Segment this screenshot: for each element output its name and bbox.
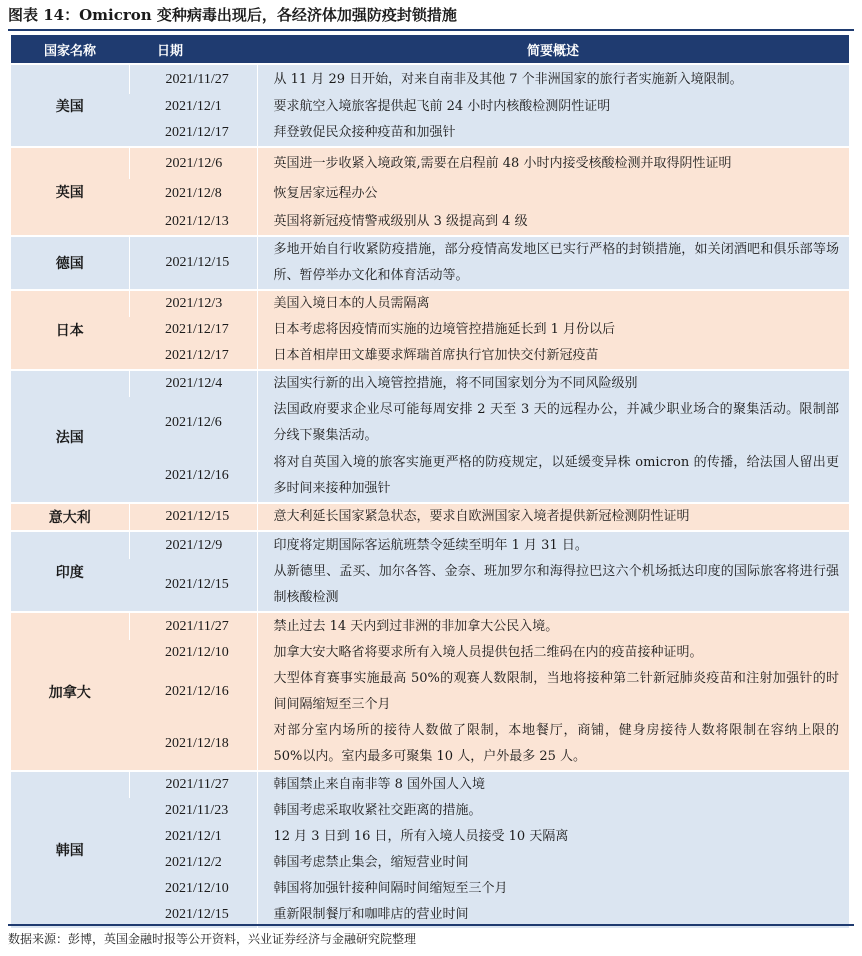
date-cell: 2021/12/8 (129, 179, 257, 209)
summary-cell: 加拿大安大略省将要求所有入境人员提供包括二维码在内的疫苗接种证明。 (257, 640, 849, 666)
summary-cell: 韩国禁止来自南非等 8 国外国人入境 (257, 771, 849, 798)
date-cell: 2021/12/6 (129, 397, 257, 449)
summary-cell: 日本首相岸田文雄要求辉瑞首席执行官加快交付新冠疫苗 (257, 343, 849, 370)
header-summary: 简要概述 (257, 35, 849, 64)
summary-cell: 印度将定期国际客运航班禁令延续至明年 1 月 31 日。 (257, 531, 849, 559)
table-row (11, 120, 849, 147)
summary-cell: 拜登敦促民众接种疫苗和加强针 (257, 120, 849, 147)
date-cell: 2021/12/17 (129, 120, 257, 147)
date-cell: 2021/12/15 (129, 902, 257, 928)
summary-cell: 对部分室内场所的接待人数做了限制，本地餐厅，商铺，健身房接待人数将限制在容纳上限的 50%以内。室内最多可聚集 10 人，户外最多 25 人。 (257, 718, 849, 771)
summary-cell: 美国入境日本的人员需隔离 (257, 290, 849, 317)
table-row (11, 236, 849, 290)
table-row (11, 666, 849, 718)
summary-cell: 韩国将加强针接种间隔时间缩短至三个月 (257, 876, 849, 902)
summary-cell: 韩国考虑禁止集会，缩短营业时间 (257, 850, 849, 876)
date-cell: 2021/12/13 (129, 209, 257, 236)
country-cell: 印度 (11, 531, 129, 612)
date-cell: 2021/12/15 (129, 503, 257, 531)
table-row (11, 771, 849, 798)
summary-cell: 恢复居家远程办公 (257, 179, 849, 209)
table-row (11, 94, 849, 120)
country-cell: 日本 (11, 290, 129, 370)
table-row (11, 850, 849, 876)
header-country: 国家名称 (11, 35, 129, 64)
summary-cell: 从 11 月 29 日开始，对来自南非及其他 7 个非洲国家的旅行者实施新入境限制。 (257, 64, 849, 94)
table-row (11, 147, 849, 179)
date-cell: 2021/11/27 (129, 64, 257, 94)
date-cell: 2021/12/16 (129, 666, 257, 718)
country-cell: 意大利 (11, 503, 129, 531)
header-date: 日期 (129, 35, 257, 64)
country-cell: 英国 (11, 147, 129, 236)
date-cell: 2021/12/10 (129, 876, 257, 902)
date-cell: 2021/12/18 (129, 718, 257, 771)
country-cell: 韩国 (11, 771, 129, 928)
date-cell: 2021/11/23 (129, 798, 257, 824)
summary-cell: 日本考虑将因疫情而实施的边境管控措施延长到 1 月份以后 (257, 317, 849, 343)
date-cell: 2021/12/3 (129, 290, 257, 317)
table-row (11, 64, 849, 94)
table-row (11, 531, 849, 559)
summary-cell: 将对自英国入境的旅客实施更严格的防疫规定，以延缓变异株 omicron 的传播，给法国人留出更多时间来接种加强针 (257, 449, 849, 503)
summary-cell: 意大利延长国家紧急状态，要求自欧洲国家入境者提供新冠检测阴性证明 (257, 503, 849, 531)
table-row (11, 290, 849, 317)
summary-cell: 12 月 3 日到 16 日，所有入境人员接受 10 天隔离 (257, 824, 849, 850)
date-cell: 2021/12/1 (129, 94, 257, 120)
table-row (11, 317, 849, 343)
summary-cell: 从新德里、孟买、加尔各答、金奈、班加罗尔和海得拉巴这六个机场抵达印度的国际旅客将进行强制核酸检测 (257, 559, 849, 612)
date-cell: 2021/12/15 (129, 559, 257, 612)
date-cell: 2021/12/1 (129, 824, 257, 850)
country-cell: 法国 (11, 370, 129, 503)
bottom-rule (8, 924, 854, 926)
date-cell: 2021/12/2 (129, 850, 257, 876)
table-row (11, 503, 849, 531)
summary-cell: 英国进一步收紧入境政策,需要在启程前 48 小时内接受核酸检测并取得阴性证明 (257, 147, 849, 179)
summary-cell: 多地开始自行收紧防疫措施，部分疫情高发地区已实行严格的封锁措施，如关闭酒吧和俱乐部等场所、暂停举办文化和体育活动等。 (257, 236, 849, 290)
date-cell: 2021/12/4 (129, 370, 257, 397)
date-cell: 2021/11/27 (129, 612, 257, 640)
date-cell: 2021/12/6 (129, 147, 257, 179)
date-cell: 2021/12/10 (129, 640, 257, 666)
source-note: 数据来源：彭博，英国金融时报等公开资料，兴业证券经济与金融研究院整理 (8, 932, 417, 946)
summary-cell: 法国实行新的出入境管控措施，将不同国家划分为不同风险级别 (257, 370, 849, 397)
table-row (11, 449, 849, 503)
table-body (11, 64, 849, 928)
date-cell: 2021/11/27 (129, 771, 257, 798)
table-row (11, 397, 849, 449)
country-cell: 加拿大 (11, 612, 129, 771)
table-row (11, 876, 849, 902)
table-row (11, 179, 849, 209)
summary-cell: 法国政府要求企业尽可能每周安排 2 天至 3 天的远程办公，并减少职业场合的聚集活动。限制部分线下聚集活动。 (257, 397, 849, 449)
measures-table (11, 35, 849, 928)
table-row (11, 612, 849, 640)
figure-title: 图表 14：Omicron 变种病毒出现后，各经济体加强防疫封锁措施 (8, 6, 457, 24)
date-cell: 2021/12/17 (129, 317, 257, 343)
country-cell: 美国 (11, 64, 129, 147)
summary-cell: 大型体育赛事实施最高 50%的观赛人数限制，当地将接种第二针新冠肺炎疫苗和注射加强针的时间间隔缩短至三个月 (257, 666, 849, 718)
table-row (11, 343, 849, 370)
country-cell: 德国 (11, 236, 129, 290)
table-row (11, 209, 849, 236)
date-cell: 2021/12/17 (129, 343, 257, 370)
table-row (11, 718, 849, 771)
summary-cell: 禁止过去 14 天内到过非洲的非加拿大公民入境。 (257, 612, 849, 640)
header-row (11, 35, 849, 64)
summary-cell: 重新限制餐厅和咖啡店的营业时间 (257, 902, 849, 928)
table-row (11, 370, 849, 397)
summary-cell: 韩国考虑采取收紧社交距离的措施。 (257, 798, 849, 824)
title-rule (8, 29, 854, 31)
table-row (11, 559, 849, 612)
date-cell: 2021/12/9 (129, 531, 257, 559)
table-row (11, 798, 849, 824)
date-cell: 2021/12/16 (129, 449, 257, 503)
summary-cell: 要求航空入境旅客提供起飞前 24 小时内核酸检测阴性证明 (257, 94, 849, 120)
date-cell: 2021/12/15 (129, 236, 257, 290)
table-row (11, 824, 849, 850)
table-row (11, 640, 849, 666)
summary-cell: 英国将新冠疫情警戒级别从 3 级提高到 4 级 (257, 209, 849, 236)
